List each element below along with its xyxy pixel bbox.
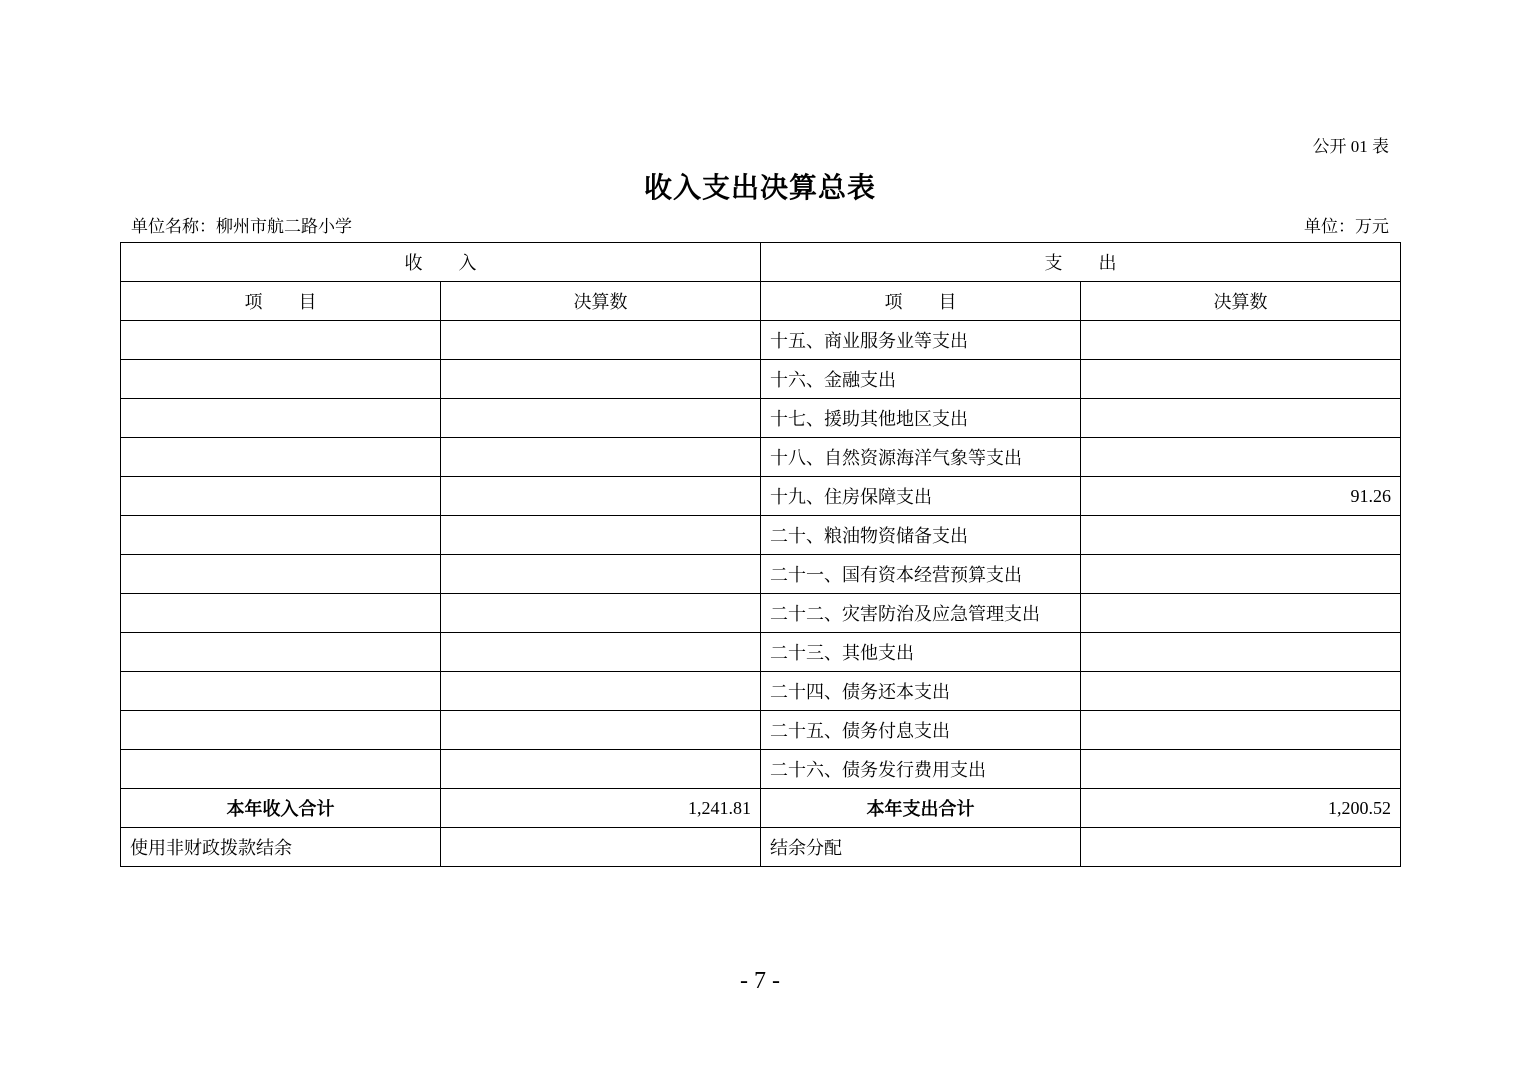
expense-amount-cell bbox=[1081, 828, 1401, 867]
expense-item-cell: 二十三、其他支出 bbox=[761, 633, 1081, 672]
income-item-cell bbox=[121, 438, 441, 477]
currency-unit: 单位：万元 bbox=[1304, 217, 1389, 236]
table-row bbox=[121, 516, 1401, 555]
expense-item-cell: 二十一、国有资本经营预算支出 bbox=[761, 555, 1081, 594]
income-item-cell: 使用非财政拨款结余 bbox=[121, 828, 441, 867]
income-amount-col-header: 决算数 bbox=[441, 282, 761, 321]
expense-total-amount: 1,200.52 bbox=[1081, 789, 1401, 828]
expense-amount-cell: 91.26 bbox=[1081, 477, 1401, 516]
income-amount-cell bbox=[441, 360, 761, 399]
table-row bbox=[121, 438, 1401, 477]
income-amount-cell bbox=[441, 633, 761, 672]
expense-item-cell: 二十五、债务付息支出 bbox=[761, 711, 1081, 750]
expense-amount-cell bbox=[1081, 672, 1401, 711]
expense-amount-cell bbox=[1081, 594, 1401, 633]
table-row bbox=[121, 672, 1401, 711]
expense-item-cell: 二十六、债务发行费用支出 bbox=[761, 750, 1081, 789]
income-item-cell bbox=[121, 477, 441, 516]
expense-item-cell: 结余分配 bbox=[761, 828, 1081, 867]
income-amount-cell bbox=[441, 516, 761, 555]
form-number: 公开 01 表 bbox=[1312, 137, 1389, 156]
income-section-header: 收 入 bbox=[121, 243, 761, 282]
balance-row bbox=[121, 828, 1401, 867]
income-amount-cell bbox=[441, 594, 761, 633]
expense-item-cell: 二十、粮油物资储备支出 bbox=[761, 516, 1081, 555]
income-amount-cell bbox=[441, 828, 761, 867]
table-row bbox=[121, 750, 1401, 789]
expense-item-cell: 二十二、灾害防治及应急管理支出 bbox=[761, 594, 1081, 633]
income-item-cell bbox=[121, 633, 441, 672]
expense-item-cell: 十九、住房保障支出 bbox=[761, 477, 1081, 516]
expense-item-col-header: 项 目 bbox=[761, 282, 1081, 321]
income-total-amount: 1,241.81 bbox=[441, 789, 761, 828]
expense-item-cell: 十五、商业服务业等支出 bbox=[761, 321, 1081, 360]
expense-amount-col-header: 决算数 bbox=[1081, 282, 1401, 321]
table-row bbox=[121, 321, 1401, 360]
expense-item-cell: 十七、援助其他地区支出 bbox=[761, 399, 1081, 438]
column-header-row bbox=[121, 282, 1401, 321]
expense-amount-cell bbox=[1081, 750, 1401, 789]
expense-amount-cell bbox=[1081, 438, 1401, 477]
income-item-cell bbox=[121, 516, 441, 555]
expense-section-header: 支 出 bbox=[761, 243, 1401, 282]
total-row bbox=[121, 789, 1401, 828]
income-item-cell bbox=[121, 321, 441, 360]
table-row bbox=[121, 477, 1401, 516]
expense-amount-cell bbox=[1081, 399, 1401, 438]
income-amount-cell bbox=[441, 750, 761, 789]
income-total-label: 本年收入合计 bbox=[121, 789, 441, 828]
expense-amount-cell bbox=[1081, 321, 1401, 360]
section-header-row bbox=[121, 243, 1401, 282]
income-item-cell bbox=[121, 399, 441, 438]
table-row bbox=[121, 711, 1401, 750]
expense-item-cell: 十八、自然资源海洋气象等支出 bbox=[761, 438, 1081, 477]
income-item-cell bbox=[121, 360, 441, 399]
table-row bbox=[121, 633, 1401, 672]
income-item-cell bbox=[121, 750, 441, 789]
expense-total-label: 本年支出合计 bbox=[761, 789, 1081, 828]
income-item-cell bbox=[121, 711, 441, 750]
income-item-cell bbox=[121, 594, 441, 633]
table-row bbox=[121, 399, 1401, 438]
budget-table bbox=[120, 242, 1401, 867]
income-amount-cell bbox=[441, 711, 761, 750]
expense-amount-cell bbox=[1081, 516, 1401, 555]
expense-amount-cell bbox=[1081, 633, 1401, 672]
income-amount-cell bbox=[441, 672, 761, 711]
income-amount-cell bbox=[441, 399, 761, 438]
table-row bbox=[121, 360, 1401, 399]
expense-amount-cell bbox=[1081, 555, 1401, 594]
income-item-col-header: 项 目 bbox=[121, 282, 441, 321]
income-item-cell bbox=[121, 555, 441, 594]
expense-item-cell: 十六、金融支出 bbox=[761, 360, 1081, 399]
unit-name: 单位名称：柳州市航二路小学 bbox=[131, 217, 352, 236]
income-amount-cell bbox=[441, 555, 761, 594]
page-number: - 7 - bbox=[740, 968, 780, 994]
income-amount-cell bbox=[441, 321, 761, 360]
table-row bbox=[121, 594, 1401, 633]
expense-amount-cell bbox=[1081, 711, 1401, 750]
expense-item-cell: 二十四、债务还本支出 bbox=[761, 672, 1081, 711]
expense-amount-cell bbox=[1081, 360, 1401, 399]
income-item-cell bbox=[121, 672, 441, 711]
income-amount-cell bbox=[441, 438, 761, 477]
table-row bbox=[121, 555, 1401, 594]
income-amount-cell bbox=[441, 477, 761, 516]
page-title: 收入支出决算总表 bbox=[643, 173, 876, 204]
